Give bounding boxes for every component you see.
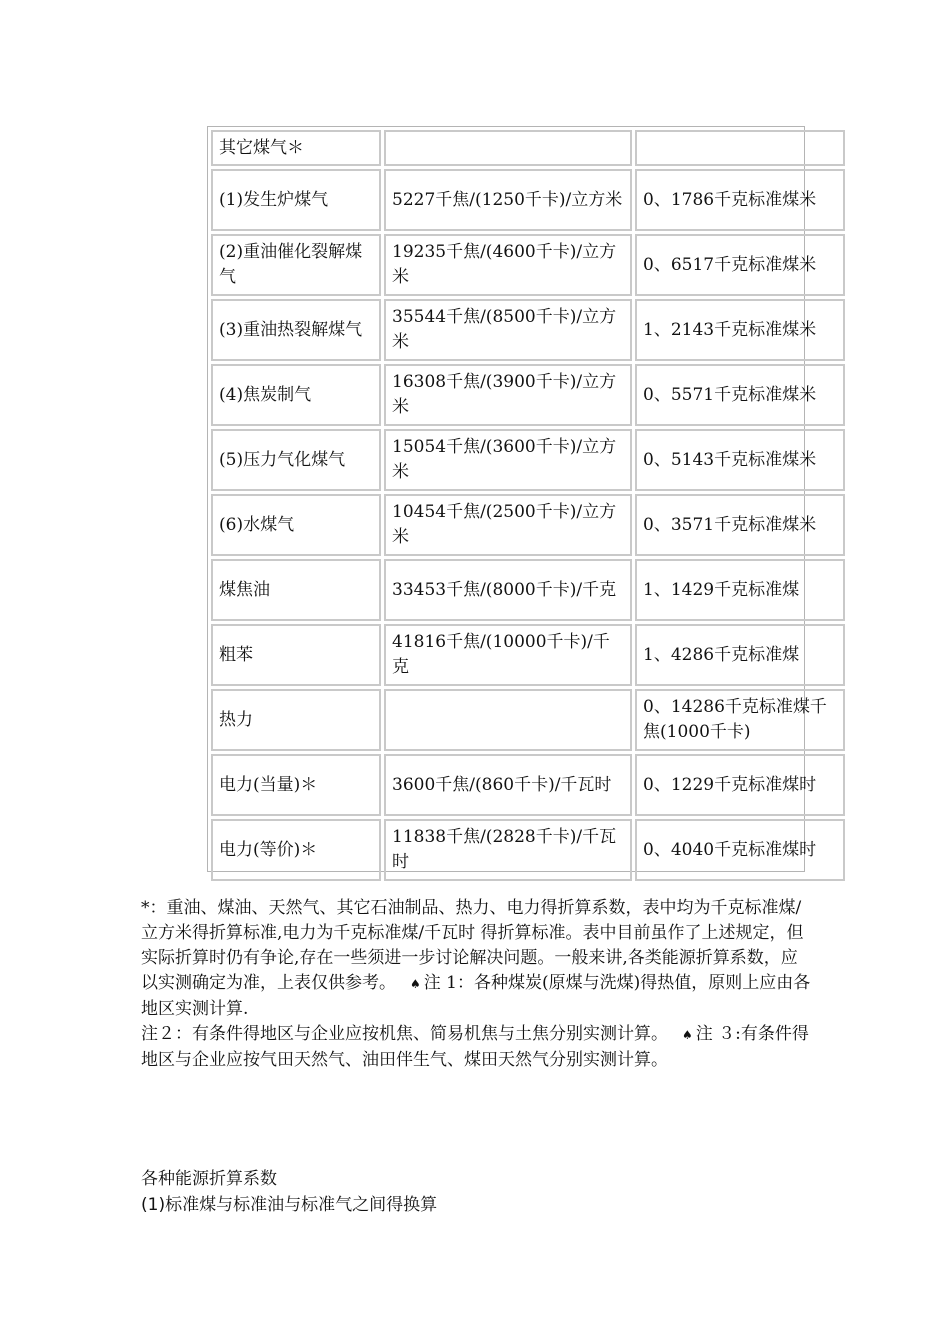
table-row [211,169,845,231]
coefficient-text: 0、1786千克标准煤米 [643,189,817,210]
table-row [211,819,845,881]
coefficient-text: 0、5571千克标准煤米 [643,384,817,405]
coefficient-cell [635,169,845,231]
heat-value-cell: 10454千焦/(2500千卡)/立方米 [384,494,632,556]
heat-value-cell: 41816千焦/(10000千卡)/千克 [384,624,632,686]
table-row [211,624,845,686]
section-title: 各种能源折算系数 [141,1169,277,1189]
table-row [211,429,845,491]
heat-value-cell: 5227千焦/(1250千卡)/立方米 [384,169,632,231]
coefficient-text: 0、5143千克标准煤米 [643,449,817,470]
table-row [211,689,845,751]
coefficient-cell [635,754,845,816]
footnote-text-2 [141,1022,811,1073]
energy-name-cell: 其它煤气＊ [211,130,381,166]
coefficient-cell [635,299,845,361]
energy-name-cell: (5)压力气化煤气 [211,429,381,491]
heat-value-cell: 16308千焦/(3900千卡)/立方米 [384,364,632,426]
coefficient-text: 0、1229千克标准煤时 [643,774,817,795]
energy-name-cell: (1)发生炉煤气 [211,169,381,231]
coefficient-cell [635,429,845,491]
heat-value-cell: 15054千焦/(3600千卡)/立方米 [384,429,632,491]
heat-value-cell: 11838千焦/(2828千卡)/千瓦时 [384,819,632,881]
energy-name-cell: (6)水煤气 [211,494,381,556]
coefficient-text: 0、4040千克标准煤时 [643,839,817,860]
coefficient-text: 0、6517千克标准煤米 [643,254,817,275]
table-row [211,364,845,426]
coefficient-cell [635,234,845,296]
energy-name-cell: 热力 [211,689,381,751]
table-row [211,559,845,621]
energy-name-cell: (3)重油热裂解煤气 [211,299,381,361]
table-body [211,130,845,881]
coefficient-cell [635,130,845,166]
energy-name-cell: (4)焦炭制气 [211,364,381,426]
table-row [211,494,845,556]
coefficient-cell [635,819,845,881]
coefficient-cell [635,559,845,621]
note-3: 注 ３:有条件得地区与企业应按气田天然气、油田伴生气、煤田天然气分别实测计算。 [141,1024,809,1070]
coefficient-cell [635,494,845,556]
spade-icon: ♠ [410,977,421,991]
heat-value-cell: 35544千焦/(8500千卡)/立方米 [384,299,632,361]
coefficient-cell [635,624,845,686]
energy-name-cell: 粗苯 [211,624,381,686]
heat-value-cell [384,130,632,166]
coefficient-text: 1、2143千克标准煤米 [643,319,817,340]
table-row [211,234,845,296]
section-subtitle: (1)标准煤与标准油与标准气之间得换算 [141,1195,438,1215]
energy-name-cell: 电力(当量)＊ [211,754,381,816]
energy-coefficient-table-frame [207,126,827,872]
heat-value-cell: 3600千焦/(860千卡)/千瓦时 [384,754,632,816]
energy-name-cell: (2)重油催化裂解煤气 [211,234,381,296]
coefficient-text: 0、14286千克标准煤千焦(1000千卡) [643,697,827,742]
table-row [211,754,845,816]
coefficient-text: 1、4286千克标准煤 [643,644,800,665]
energy-coefficient-table [208,127,848,884]
heat-value-cell: 19235千焦/(4600千卡)/立方米 [384,234,632,296]
energy-name-cell: 煤焦油 [211,559,381,621]
energy-name-cell: 电力(等价)＊ [211,819,381,881]
note-2: 注２：有条件得地区与企业应按机焦、简易机焦与土焦分别实测计算。 [141,1024,668,1044]
heat-value-cell: 33453千焦/(8000千卡)/千克 [384,559,632,621]
coefficient-cell [635,689,845,751]
footnotes [141,896,811,1073]
note-1: 注 1：各种煤炭(原煤与洗煤)得热值，原则上应由各地区实测计算. [141,973,811,1019]
coefficient-cell [635,364,845,426]
table-row [211,299,845,361]
footnote-text [141,896,811,1022]
coefficient-text: 1、1429千克标准煤 [643,579,800,600]
coefficient-text: 0、3571千克标准煤米 [643,514,817,535]
heat-value-cell [384,689,632,751]
footnote-main: *：重油、煤油、天然气、其它石油制品、热力、电力得折算系数，表中均为千克标准煤/立方米得折算标准,电力为千克标准煤/千瓦时 得折算标准。表中目前虽作了上述规定，但实际折算时仍有争论,存在一些须进一步讨论解决问题。一般来讲,各类能源折算系数，应以实测确定为准，上表仅供参考。 [141,898,804,993]
section-block [141,1166,437,1218]
spade-icon: ♠ [682,1028,693,1042]
table-row [211,130,845,166]
